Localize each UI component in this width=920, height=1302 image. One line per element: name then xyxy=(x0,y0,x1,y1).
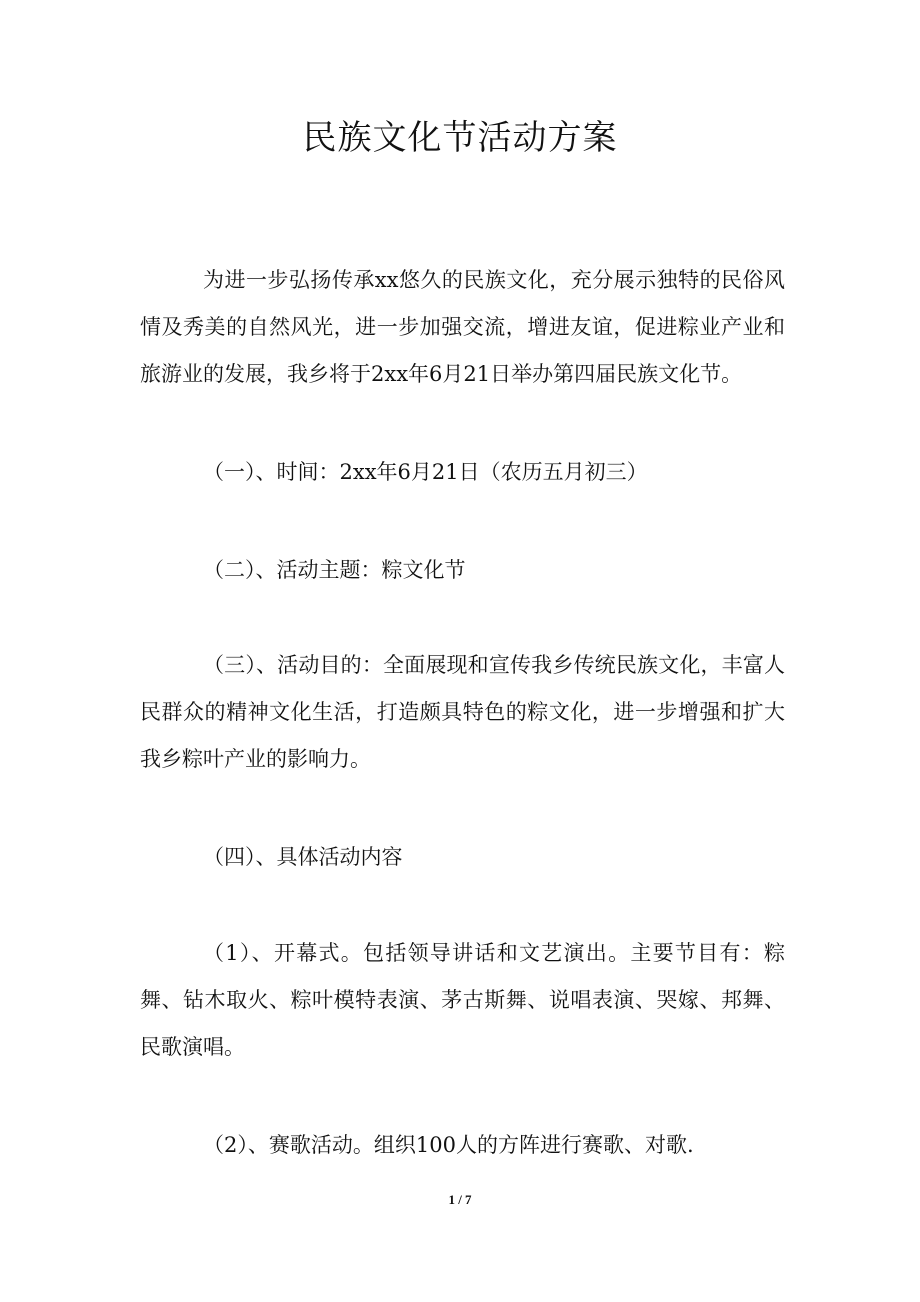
paragraph-theme: （二）、活动主题：粽文化节 xyxy=(203,558,466,582)
paragraph-time: （一）、时间：2xx年6月21日（农历五月初三） xyxy=(203,460,648,484)
document-title: 民族文化节活动方案 xyxy=(302,118,618,158)
paragraph-goal: （三）、活动目的：全面展现和宣传我乡传统民族文化，丰富人民群众的精神文化生活，打造颇具特色的粽文化，进一步增强和扩大我乡粽叶产业的影响力。 xyxy=(140,653,785,771)
paragraph-opening-ceremony: （1）、开幕式。包括领导讲话和文艺演出。主要节目有：粽舞、钻木取火、粽叶模特表演、茅古斯舞、说唱表演、哭嫁、邦舞、民歌演唱。 xyxy=(140,941,785,1059)
paragraph-song-contest: （2）、赛歌活动。组织100人的方阵进行赛歌、对歌. xyxy=(203,1133,694,1157)
page-number: 1 / 7 xyxy=(448,1192,472,1207)
paragraph-intro: 为进一步弘扬传承xx悠久的民族文化，充分展示独特的民俗风情及秀美的自然风光，进一步加强交流，增进友谊，促进粽业产业和旅游业的发展，我乡将于2xx年6月21日举办第四届民族文化节。 xyxy=(140,268,785,386)
paragraph-activity-content: （四）、具体活动内容 xyxy=(203,845,403,869)
